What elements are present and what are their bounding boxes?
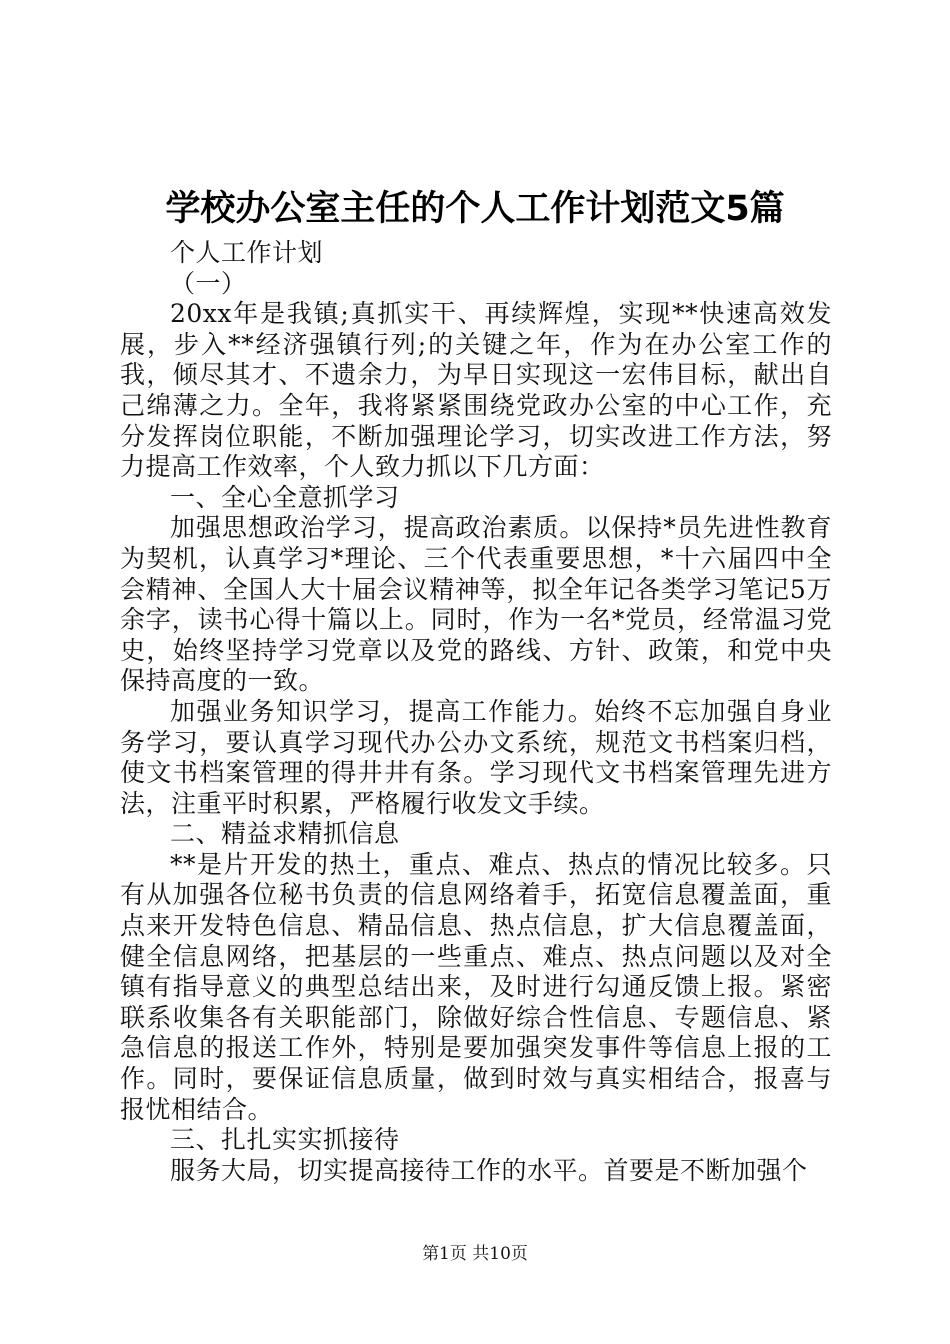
paragraph: 加强思想政治学习，提高政治素质。以保持*员先进性教育为契机，认真学习*理论、三个代表重要思想，*十六届四中全会精神、全国人大十届会议精神等，拟全年记各类学习笔记5万余字，读书心得十篇以上。同时，作为一名*党员，经常温习党史，始终坚持学习党章以及党的路线、方针、政策，和党中央保持高度的一致。 [120, 513, 832, 696]
section-heading: 一、全心全意抓学习 [170, 482, 400, 512]
page-number-footer: 第1页 共10页 [422, 1244, 528, 1264]
section-subheading: （一） [170, 268, 247, 298]
paragraph: 服务大局，切实提高接待工作的水平。首要是不断加强个 [170, 1155, 808, 1185]
document-title: 学校办公室主任的个人工作计划范文5篇 [165, 189, 785, 229]
section-heading: 二、精益求精抓信息 [170, 819, 400, 849]
paragraph: 加强业务知识学习，提高工作能力。始终不忘加强自身业务学习，要认真学习现代办公办文系统，规范文书档案归档，使文书档案管理的得井井有条。学习现代文书档案管理先进方法，注重平时积累，严格履行收发文手续。 [120, 696, 832, 818]
paragraph: **是片开发的热土，重点、难点、热点的情况比较多。只有从加强各位秘书负责的信息网络着手，拓宽信息覆盖面，重点来开发特色信息、精品信息、热点信息，扩大信息覆盖面，健全信息网络，把基层的一些重点、难点、热点问题以及对全镇有指导意义的典型总结出来，及时进行勾通反馈上报。紧密联系收集各有关职能部门，除做好综合性信息、专题信息、紧急信息的报送工作外，特别是要加强突发事件等信息上报的工作。同时，要保证信息质量，做到时效与真实相结合，报喜与报忧相结合。 [120, 849, 832, 1124]
section-heading: 三、扎扎实实抓接待 [170, 1125, 400, 1155]
document-body [120, 238, 832, 1186]
paragraph: 20xx年是我镇;真抓实干、再续辉煌，实现**快速高效发展，步入**经济强镇行列;的关键之年，作为在办公室工作的我，倾尽其才、不遗余力，为早日实现这一宏伟目标，献出自己绵薄之力。全年，我将紧紧围绕党政办公室的中心工作，充分发挥岗位职能，不断加强理论学习，切实改进工作方法，努力提高工作效率，个人致力抓以下几方面： [120, 299, 832, 482]
section-heading: 个人工作计划 [170, 238, 324, 267]
